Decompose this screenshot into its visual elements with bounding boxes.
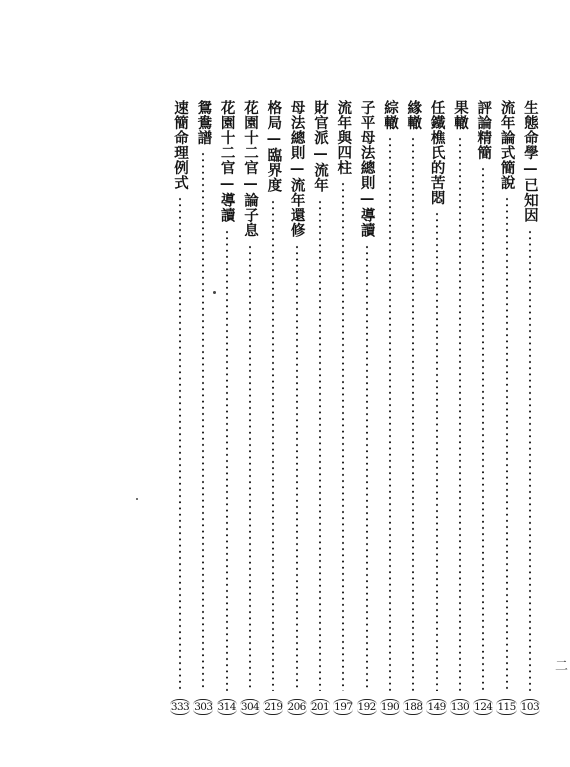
scan-speck bbox=[136, 498, 138, 500]
toc-entry-title: 流年論式簡說 bbox=[498, 100, 516, 190]
dot-leader bbox=[342, 181, 344, 691]
dot-leader bbox=[272, 199, 274, 692]
dot-leader bbox=[226, 229, 228, 692]
toc-entry-title: 任鐵樵氏的苦悶 bbox=[428, 100, 446, 205]
toc-entry-title: 生態命學—已知因 bbox=[521, 100, 539, 223]
toc-entry-title: 流年與四柱 bbox=[335, 100, 353, 175]
toc-entry[interactable] bbox=[170, 100, 190, 715]
toc-entry-page: 130 bbox=[450, 701, 470, 713]
toc-entry-title: 格局—臨界度 bbox=[265, 100, 283, 193]
toc-entry-title: 財官派—流年 bbox=[311, 100, 329, 193]
toc-entry[interactable] bbox=[427, 100, 447, 715]
toc-entry[interactable] bbox=[357, 100, 377, 715]
toc-entry-page: 201 bbox=[310, 701, 330, 713]
toc-entry-title: 母法總則—流年還修 bbox=[288, 100, 306, 238]
toc-entry-page: 115 bbox=[497, 701, 516, 713]
toc-entry[interactable] bbox=[263, 100, 283, 715]
dot-leader bbox=[179, 196, 181, 691]
toc-entry[interactable] bbox=[380, 100, 400, 715]
toc-entry[interactable] bbox=[217, 100, 237, 715]
toc-entry-title: 鴛鴦譜 bbox=[195, 100, 213, 145]
toc-entry-title: 緣轍 bbox=[405, 100, 423, 130]
toc-entry-title: 花園十二官—導讀 bbox=[218, 100, 236, 223]
toc-entry-title: 綜轍 bbox=[381, 100, 399, 130]
toc-entry-title: 速簡命理例式 bbox=[172, 100, 189, 190]
toc-entry-page: 149 bbox=[427, 701, 446, 713]
toc-entry[interactable] bbox=[520, 100, 540, 715]
dot-leader bbox=[412, 136, 414, 691]
toc-entry-page: 103 bbox=[520, 701, 540, 713]
toc-entry-page: 304 bbox=[240, 701, 260, 713]
toc-entry-page: 124 bbox=[474, 701, 493, 713]
toc-entry-title: 評論精簡 bbox=[475, 100, 493, 160]
toc-entry-title: 花園十二官—論子息 bbox=[241, 100, 259, 238]
toc-entry-page: 190 bbox=[380, 701, 400, 713]
toc-entry[interactable] bbox=[333, 100, 353, 715]
dot-leader bbox=[482, 166, 484, 691]
toc-entry-page: 206 bbox=[287, 701, 306, 713]
toc-entry[interactable] bbox=[450, 100, 470, 715]
toc-entry-page: 188 bbox=[404, 701, 423, 713]
dot-leader bbox=[436, 211, 438, 691]
dot-leader bbox=[202, 151, 204, 691]
scan-speck bbox=[213, 291, 216, 294]
toc-entry[interactable] bbox=[193, 100, 213, 715]
toc-entry[interactable] bbox=[240, 100, 260, 715]
toc-entry[interactable] bbox=[497, 100, 517, 715]
dot-leader bbox=[389, 136, 391, 691]
toc-entry-page: 333 bbox=[170, 701, 190, 713]
toc-entry-page: 314 bbox=[217, 701, 236, 713]
table-of-contents bbox=[170, 100, 540, 715]
toc-entry[interactable] bbox=[287, 100, 307, 715]
toc-entry-page: 303 bbox=[194, 701, 213, 713]
toc-entry[interactable] bbox=[473, 100, 493, 715]
toc-entry[interactable] bbox=[403, 100, 423, 715]
page-folio: 二 bbox=[555, 659, 569, 674]
dot-leader bbox=[366, 244, 368, 692]
dot-leader bbox=[296, 244, 298, 692]
toc-entry-title: 果轍 bbox=[451, 100, 469, 130]
toc-entry-page: 197 bbox=[334, 701, 353, 713]
dot-leader bbox=[249, 244, 251, 692]
toc-entry-page: 192 bbox=[357, 701, 376, 713]
dot-leader bbox=[319, 199, 321, 692]
toc-entry[interactable] bbox=[310, 100, 330, 715]
dot-leader bbox=[459, 136, 461, 691]
toc-entry-title: 子平母法總則—導讀 bbox=[358, 100, 376, 238]
toc-entry-page: 219 bbox=[264, 701, 283, 713]
dot-leader bbox=[506, 196, 508, 691]
dot-leader bbox=[529, 229, 531, 692]
